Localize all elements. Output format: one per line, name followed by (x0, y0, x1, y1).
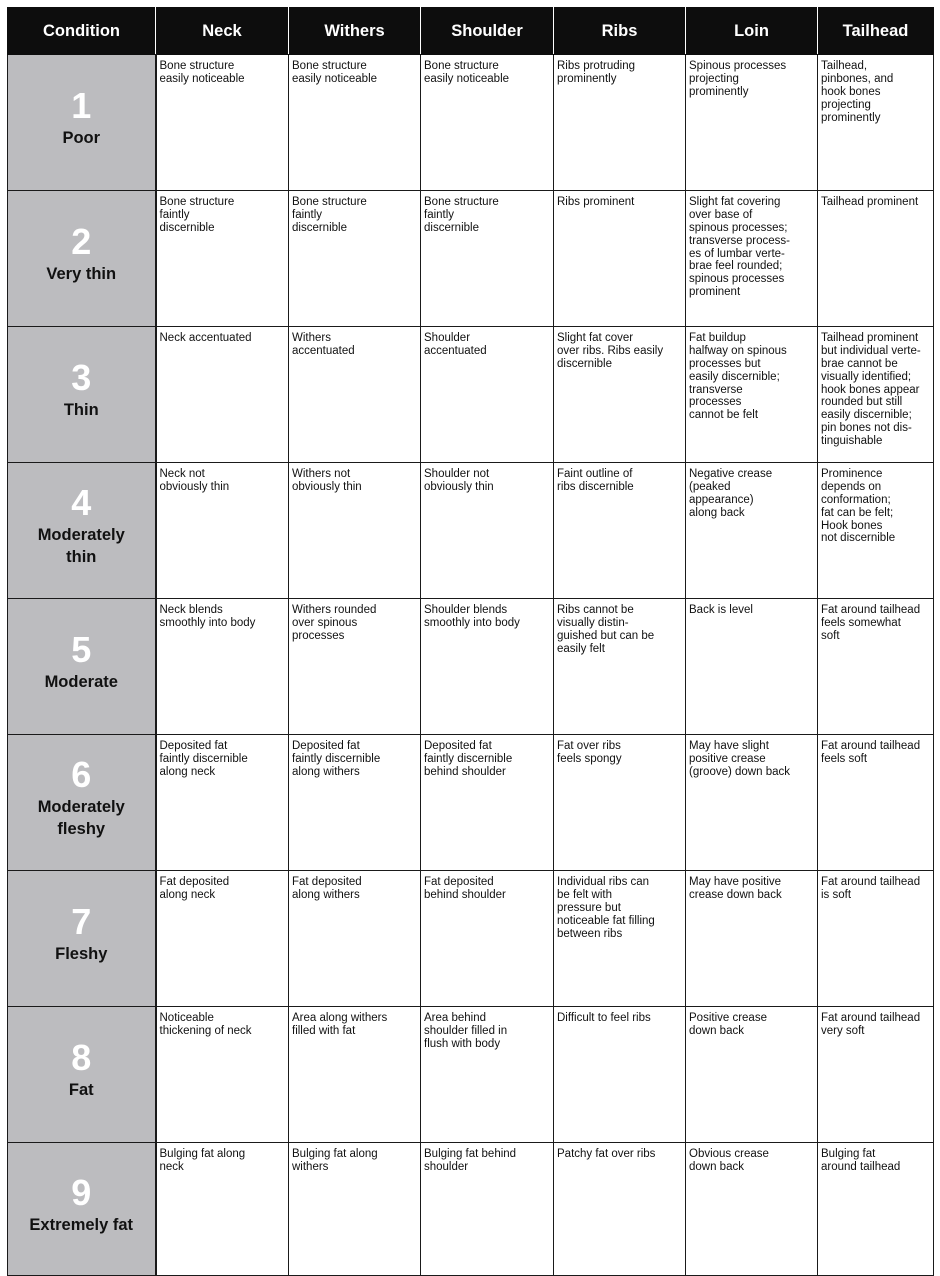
condition-cell (8, 1007, 156, 1143)
tailhead-description: Fat around tailhead feels soft (821, 740, 921, 765)
ribs-cell (554, 191, 686, 327)
withers-description: Bone structure faintly discernible (292, 196, 367, 234)
tailhead-description: Tailhead prominent but individual verte- brae cannot be visually identified; hook bones appear rounded but still easily discernible; pin bones not dis- tinguishable (821, 332, 921, 447)
condition-row (8, 599, 934, 735)
tailhead-cell (818, 735, 934, 871)
loin-cell (686, 191, 818, 327)
shoulder-description: Shoulder accentuated (424, 332, 487, 357)
condition-label: Poor (62, 129, 101, 148)
tailhead-cell (818, 327, 934, 463)
ribs-description: Ribs protruding prominently (557, 60, 635, 85)
withers-cell (289, 871, 421, 1007)
neck-description: Bone structure faintly discernible (159, 196, 235, 234)
condition-score: 1 (71, 85, 92, 127)
shoulder-cell (421, 735, 554, 871)
condition-cell (8, 191, 156, 327)
tailhead-description: Fat around tailhead very soft (821, 1012, 921, 1037)
loin-description: Back is level (689, 604, 753, 616)
tailhead-cell (818, 463, 934, 599)
shoulder-description: Bone structure easily noticeable (424, 60, 510, 85)
condition-score: 2 (71, 221, 92, 263)
tailhead-description: Bulging fat around tailhead (821, 1148, 901, 1173)
condition-row (8, 871, 934, 1007)
shoulder-cell (421, 55, 554, 191)
condition-score: 7 (71, 901, 92, 943)
neck-cell (156, 191, 289, 327)
ribs-description: Individual ribs can be felt with pressure but noticeable fat filling between ribs (557, 876, 655, 940)
body-condition-table (7, 7, 934, 1276)
condition-row (8, 463, 934, 599)
tailhead-cell (818, 599, 934, 735)
shoulder-cell (421, 1007, 554, 1143)
neck-description: Neck not obviously thin (159, 468, 230, 493)
loin-cell (686, 463, 818, 599)
condition-cell (8, 55, 156, 191)
loin-description: Negative crease (peaked appearance) along back (689, 468, 773, 519)
condition-score: 9 (71, 1171, 92, 1213)
condition-label: Fat (68, 1081, 94, 1100)
ribs-cell (554, 1007, 686, 1143)
header-tailhead: Tailhead (818, 8, 934, 55)
condition-row (8, 191, 934, 327)
withers-cell (289, 1143, 421, 1276)
condition-cell (8, 735, 156, 871)
loin-description: Spinous processes projecting prominently (689, 60, 787, 98)
withers-description: Deposited fat faintly discernible along withers (292, 740, 381, 778)
shoulder-description: Bone structure faintly discernible (424, 196, 499, 234)
condition-cell (8, 327, 156, 463)
loin-cell (686, 735, 818, 871)
condition-label: Thin (63, 401, 99, 420)
ribs-cell (554, 599, 686, 735)
condition-label: Very thin (46, 265, 117, 284)
condition-row (8, 1007, 934, 1143)
withers-cell (289, 463, 421, 599)
shoulder-cell (421, 463, 554, 599)
condition-cell (8, 871, 156, 1007)
condition-cell (8, 599, 156, 735)
header-neck: Neck (156, 8, 289, 55)
neck-cell (156, 463, 289, 599)
withers-cell (289, 191, 421, 327)
shoulder-description: Shoulder blends smoothly into body (424, 604, 520, 629)
withers-cell (289, 327, 421, 463)
condition-cell (8, 1143, 156, 1276)
loin-description: May have slight positive crease (groove) down back (689, 740, 790, 778)
neck-cell (156, 1143, 289, 1276)
tailhead-cell (818, 191, 934, 327)
shoulder-description: Deposited fat faintly discernible behind shoulder (424, 740, 513, 778)
tailhead-cell (818, 1143, 934, 1276)
ribs-cell (554, 1143, 686, 1276)
table-body (8, 55, 934, 1276)
condition-score: 6 (71, 753, 92, 795)
shoulder-cell (421, 871, 554, 1007)
ribs-description: Ribs cannot be visually distin- guished but can be easily felt (557, 604, 655, 655)
shoulder-description: Fat deposited behind shoulder (424, 876, 506, 901)
withers-description: Bulging fat along withers (292, 1148, 378, 1173)
withers-cell (289, 735, 421, 871)
ribs-cell (554, 871, 686, 1007)
loin-cell (686, 1007, 818, 1143)
neck-description: Neck blends smoothly into body (159, 604, 256, 629)
withers-description: Bone structure easily noticeable (292, 60, 378, 85)
condition-row (8, 55, 934, 191)
loin-description: Positive crease down back (689, 1012, 767, 1037)
withers-description: Withers not obviously thin (292, 468, 362, 493)
tailhead-description: Tailhead, pinbones, and hook bones projecting prominently (821, 60, 894, 124)
ribs-description: Patchy fat over ribs (557, 1148, 656, 1160)
tailhead-description: Tailhead prominent (821, 196, 919, 208)
loin-description: Obvious crease down back (689, 1148, 769, 1173)
condition-row (8, 327, 934, 463)
loin-description: May have positive crease down back (689, 876, 782, 901)
neck-description: Fat deposited along neck (159, 876, 230, 901)
shoulder-cell (421, 599, 554, 735)
loin-cell (686, 599, 818, 735)
ribs-description: Ribs prominent (557, 196, 635, 208)
neck-cell (156, 599, 289, 735)
shoulder-cell (421, 191, 554, 327)
condition-score: 5 (71, 629, 92, 671)
neck-cell (156, 1007, 289, 1143)
ribs-cell (554, 327, 686, 463)
neck-description: Noticeable thickening of neck (159, 1012, 252, 1037)
neck-description: Neck accentuated (159, 332, 252, 344)
tailhead-cell (818, 871, 934, 1007)
shoulder-cell (421, 327, 554, 463)
ribs-cell (554, 55, 686, 191)
tailhead-cell (818, 1007, 934, 1143)
condition-cell (8, 463, 156, 599)
tailhead-description: Prominence depends on conformation; fat can be felt; Hook bones not discernible (821, 468, 896, 545)
ribs-description: Faint outline of ribs discernible (557, 468, 634, 493)
header-ribs: Ribs (554, 8, 686, 55)
condition-row (8, 1143, 934, 1276)
header-loin: Loin (686, 8, 818, 55)
shoulder-description: Bulging fat behind shoulder (424, 1148, 517, 1173)
loin-cell (686, 55, 818, 191)
withers-description: Withers accentuated (292, 332, 355, 357)
neck-description: Bulging fat along neck (159, 1148, 246, 1173)
neck-description: Bone structure easily noticeable (159, 60, 245, 85)
shoulder-description: Area behind shoulder filled in flush with body (424, 1012, 508, 1050)
withers-cell (289, 599, 421, 735)
header-condition: Condition (8, 8, 156, 55)
loin-description: Slight fat covering over base of spinous processes; transverse process- es of lumbar verte- brae feel rounded; spinous processes prominent (689, 196, 790, 299)
header-withers: Withers (289, 8, 421, 55)
tailhead-description: Fat around tailhead feels somewhat soft (821, 604, 921, 642)
withers-cell (289, 55, 421, 191)
condition-label: Moderately thin (37, 525, 125, 567)
tailhead-description: Fat around tailhead is soft (821, 876, 921, 901)
condition-label: Fleshy (55, 945, 108, 964)
tailhead-cell (818, 55, 934, 191)
neck-cell (156, 871, 289, 1007)
ribs-cell (554, 735, 686, 871)
neck-cell (156, 55, 289, 191)
header-shoulder: Shoulder (421, 8, 554, 55)
condition-row (8, 735, 934, 871)
shoulder-cell (421, 1143, 554, 1276)
neck-cell (156, 735, 289, 871)
loin-description: Fat buildup halfway on spinous processes but easily discernible; transverse processes cannot be felt (689, 332, 787, 422)
ribs-description: Fat over ribs feels spongy (557, 740, 622, 765)
ribs-description: Difficult to feel ribs (557, 1012, 651, 1024)
withers-description: Withers rounded over spinous processes (292, 604, 377, 642)
shoulder-description: Shoulder not obviously thin (424, 468, 494, 493)
condition-label: Moderately fleshy (37, 797, 125, 839)
loin-cell (686, 1143, 818, 1276)
withers-description: Fat deposited along withers (292, 876, 362, 901)
condition-score: 8 (71, 1037, 92, 1079)
condition-score: 3 (71, 357, 92, 399)
neck-description: Deposited fat faintly discernible along neck (159, 740, 248, 778)
condition-label: Extremely fat (29, 1215, 134, 1234)
neck-cell (156, 327, 289, 463)
loin-cell (686, 871, 818, 1007)
header-row (8, 8, 934, 55)
condition-label: Moderate (44, 673, 118, 692)
condition-score: 4 (71, 481, 92, 523)
loin-cell (686, 327, 818, 463)
withers-cell (289, 1007, 421, 1143)
withers-description: Area along withers filled with fat (292, 1012, 388, 1037)
ribs-cell (554, 463, 686, 599)
ribs-description: Slight fat cover over ribs. Ribs easily discernible (557, 332, 664, 370)
